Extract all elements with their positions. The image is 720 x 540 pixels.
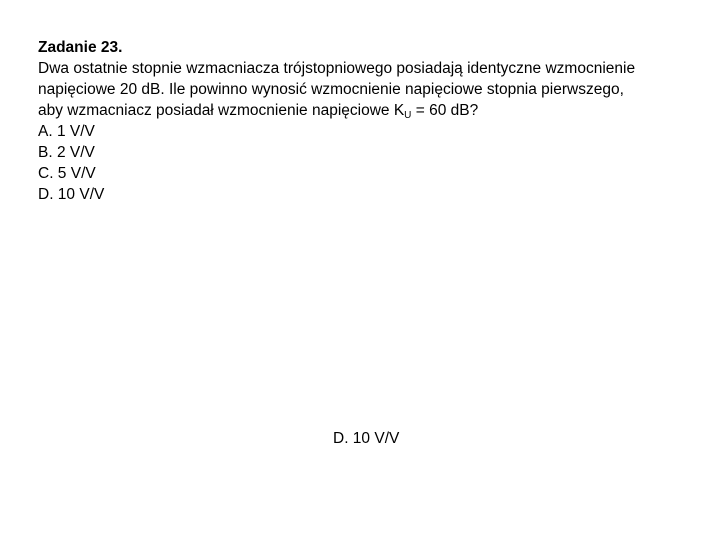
answer-options [38,121,698,205]
question-line-3-suffix: = 60 dB? [411,102,479,119]
option-b: B. 2 V/V [38,144,95,161]
voltage-gain-subscript: U [404,110,412,121]
question-line-3 [38,100,698,121]
option-d: D. 10 V/V [38,186,105,203]
question-block [38,37,698,205]
question-line-3-prefix: aby wzmacniacz posiadał wzmocnienie napięciowe K [38,102,405,119]
revealed-answer: D. 10 V/V [333,430,400,447]
question-title: Zadanie 23. [38,39,123,56]
option-c: C. 5 V/V [38,165,96,182]
question-line-2: napięciowe 20 dB. Ile powinno wynosić wzmocnienie napięciowe stopnia pierwszego, [38,81,624,98]
option-a: A. 1 V/V [38,123,95,140]
question-line-1: Dwa ostatnie stopnie wzmacniacza trójstopniowego posiadają identyczne wzmocnienie [38,60,636,77]
